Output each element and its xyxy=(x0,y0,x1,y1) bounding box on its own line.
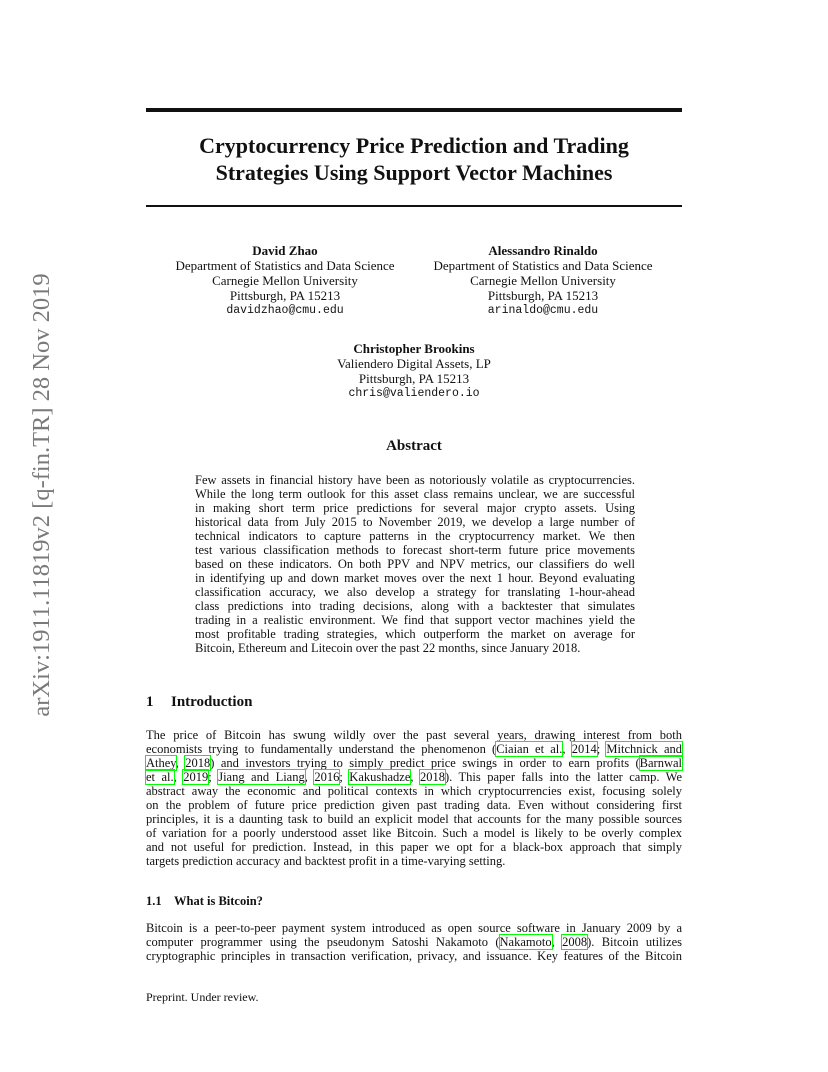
abstract-line: technical indicators to capture patterns in the cryptocurrency market. We then xyxy=(195,529,635,543)
citation-link[interactable]: 2016 xyxy=(314,770,340,784)
abstract-line: Bitcoin, Ethereum and Litecoin over the past 22 months, since January 2018. xyxy=(195,641,581,655)
section-title: Introduction xyxy=(171,694,253,710)
citation-link[interactable]: Athey xyxy=(146,756,176,770)
author-department: Department of Statistics and Data Science xyxy=(175,258,395,273)
abstract-line: historical data from July 2015 to November 2019, we develop a large number of xyxy=(195,515,635,529)
subsection-title: What is Bitcoin? xyxy=(174,894,263,908)
abstract-line: Few assets in financial history have been as notoriously volatile as cryptocurrencies. xyxy=(195,473,635,487)
author-affiliation: Valiendero Digital Assets, LP xyxy=(337,356,491,371)
abstract-line: test various classification methods to forecast short-term future price movements xyxy=(195,543,635,557)
author-affiliation: Carnegie Mellon University xyxy=(212,273,358,288)
title-top-rule xyxy=(146,108,682,112)
author-email[interactable]: arinaldo@cmu.edu xyxy=(487,304,599,317)
citation-link[interactable]: 2018 xyxy=(420,770,445,784)
intro-line: of variation for a poorly understood asset like Bitcoin. Such a model is likely to be overly complex xyxy=(146,826,682,840)
intro-line: targets prediction accuracy and backtest profit in a time-varying setting. xyxy=(146,854,506,868)
abstract-line: most profitable trading strategies, which outperform the market on average for xyxy=(195,627,635,641)
intro-line: The price of Bitcoin has swung wildly over the past several years, drawing interest from both xyxy=(146,728,682,742)
preprint-footer: Preprint. Under review. xyxy=(146,990,259,1004)
citation-link[interactable]: Jiang and Liang xyxy=(218,770,305,784)
arxiv-identifier: arXiv:1911.11819v2 [q-fin.TR] 28 Nov 2019 xyxy=(28,273,55,717)
citation-link[interactable]: Mitchnick and xyxy=(606,742,683,756)
citation-link[interactable]: 2014 xyxy=(571,742,597,756)
author-block-3 xyxy=(289,341,539,401)
author-department: Department of Statistics and Data Science xyxy=(433,258,653,273)
author-block-2 xyxy=(418,243,668,318)
citation-link[interactable]: 2008 xyxy=(562,935,588,949)
citation-link[interactable]: 2018 xyxy=(185,756,211,770)
citation-link[interactable]: et al. xyxy=(146,770,174,784)
section-number: 1 xyxy=(146,694,154,710)
intro-line: and not useful for prediction. Instead, in this paper we opt for a black-box approach that simply xyxy=(146,840,682,854)
intro-line: economists trying to fundamentally understand the phenomenon (Ciaian et al., 2014; Mitchnick and xyxy=(146,742,683,756)
author-block-1 xyxy=(160,243,410,318)
bitcoin-line: computer programmer using the pseudonym Satoshi Nakamoto (Nakamoto, 2008). Bitcoin utilizes xyxy=(146,935,682,949)
author-name: Alessandro Rinaldo xyxy=(488,243,598,258)
abstract-heading: Abstract xyxy=(386,438,442,454)
author-city: Pittsburgh, PA 15213 xyxy=(487,288,599,303)
intro-line: Athey, 2018) and investors trying to simply predict price swings in order to earn profits (Barnwal xyxy=(146,756,682,770)
abstract-line: While the long term outlook for this asset class remains unclear, we are successful xyxy=(195,487,635,501)
author-city: Pittsburgh, PA 15213 xyxy=(229,288,341,303)
title-bottom-rule xyxy=(146,205,682,207)
citation-link[interactable]: Kakushadze xyxy=(349,770,411,784)
bitcoin-line: cryptographic principles in transaction verification, privacy, and issuance. Key features of the Bitcoin xyxy=(146,949,682,963)
bitcoin-line: Bitcoin is a peer-to-peer payment system introduced as open source software in January 2009 by a xyxy=(146,921,682,935)
subsection-heading-what-is-bitcoin xyxy=(146,894,263,909)
citation-link[interactable]: 2019 xyxy=(183,770,209,784)
intro-line: et al., 2019; Jiang and Liang, 2016; Kakushadze, 2018). This paper falls into the latter camp. We xyxy=(146,770,683,784)
author-email[interactable]: davidzhao@cmu.edu xyxy=(226,304,344,317)
paper-title xyxy=(146,132,682,186)
author-name: David Zhao xyxy=(252,243,318,258)
section-heading-introduction xyxy=(146,694,252,711)
abstract-line: trading in a realistic environment. We find that support vector machines yield the xyxy=(195,613,635,627)
abstract-line: classification accuracy, we also develop a strategy for translating 1-hour-ahead xyxy=(195,585,635,599)
citation-link[interactable]: Barnwal xyxy=(639,756,682,770)
abstract-line: in making short term price predictions for several major crypto assets. Using xyxy=(195,501,635,515)
intro-line: principles, it is a daunting task to build an explicit model that accounts for the many possible sources xyxy=(146,812,682,826)
intro-line: on the problem of future price prediction given past trading data. Even without considering first xyxy=(146,798,682,812)
intro-line: abstract away the economic and political contexts in which cryptocurrencies exist, focusing solely xyxy=(146,784,682,798)
abstract-line: based on these indicators. On both PPV and NPV metrics, our classifiers do well xyxy=(195,557,635,571)
author-affiliation: Carnegie Mellon University xyxy=(470,273,616,288)
citation-link[interactable]: Nakamoto xyxy=(499,935,552,949)
abstract-line: class predictions into trading decisions, along with a backtester that simulates xyxy=(195,599,635,613)
abstract-line: in identifying up and down market moves over the next 1 hour. Beyond evaluating xyxy=(195,571,635,585)
subsection-number: 1.1 xyxy=(146,894,162,908)
author-name: Christopher Brookins xyxy=(353,341,475,356)
title-line-1: Cryptocurrency Price Prediction and Trading xyxy=(199,133,629,158)
author-email[interactable]: chris@valiendero.io xyxy=(348,387,480,400)
author-city: Pittsburgh, PA 15213 xyxy=(358,371,470,386)
title-line-2: Strategies Using Support Vector Machines xyxy=(215,160,613,185)
citation-link[interactable]: Ciaian et al. xyxy=(496,742,563,756)
